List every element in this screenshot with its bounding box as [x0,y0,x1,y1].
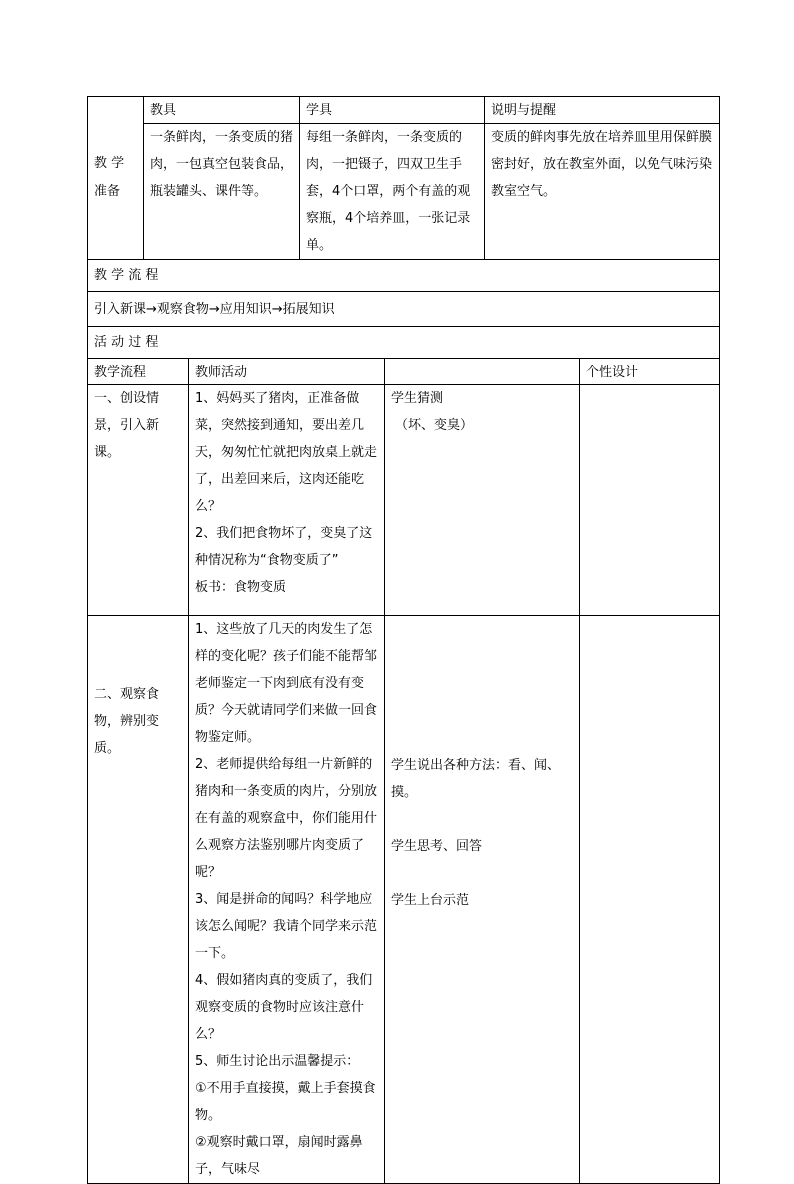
prep-header-notes: 说明与提醒 [485,97,720,124]
step2-student-line: 学生上台示范 [391,893,470,908]
step2-student-cell [385,616,580,1184]
step1-teacher-line: 1、妈妈买了猪肉，正准备做菜，突然接到通知，要出差几天，匆匆忙忙就把肉放桌上就走了，出差回来后，这肉还能吃么？ [195,391,378,514]
prep-header-learning: 学具 [300,97,485,124]
step1-student-cell [385,385,580,616]
step2-teacher-line: 4、假如猪肉真的变质了，我们观察变质的食物时应该注意什么？ [195,973,373,1042]
col-header-design: 个性设计 [580,359,720,385]
prep-row-label: 教 学 准备 [88,97,144,260]
step2-teacher-line: 1、这些放了几天的肉发生了怎样的变化呢？孩子们能不能帮邹老师鉴定一下肉到底有没有变质？今天就请同学们来做一回食物鉴定师。 [195,622,378,745]
step1-teacher-line: 2、我们把食物坏了，变臭了这种情况称为“食物变质了” [195,526,373,568]
step2-flow-cell: 二、观察食物，辨别变质。 [88,616,189,1184]
prep-header-tools: 教具 [144,97,300,124]
step2-student-line: 学生说出各种方法：看、闻、摸。 [391,758,561,800]
step1-student-line: 学生猜测 [391,391,444,406]
lesson-plan-table [87,96,720,1184]
prep-notes-cell: 变质的鲜肉事先放在培养皿里用保鲜膜密封好，放在教室外面，以免气味污染教室空气。 [485,124,720,260]
step1-teacher-cell [189,385,385,616]
step2-teacher-line: 2、老师提供给每组一片新鲜的猪肉和一条变质的肉片，分别放在有盖的观察盒中，你们能用什么观察方法鉴别哪片肉变质了呢？ [195,757,378,880]
col-header-flow: 教学流程 [88,359,189,385]
flow-heading: 教 学 流 程 [88,260,720,292]
process-heading: 活 动 过 程 [88,327,720,359]
prep-learning-cell: 每组一条鲜肉，一条变质的肉，一把镊子，四双卫生手套，4个口罩，两个有盖的观察瓶，4个培养皿，一张记录单。 [300,124,485,260]
step1-flow-cell: 一、创设情景，引入新课。 [88,385,189,616]
col-header-teacher: 教师活动 [189,359,385,385]
step1-design-cell [580,385,720,616]
step2-student-line: 学生思考、回答 [391,839,483,854]
step2-teacher-line: 5、师生讨论出示温馨提示： [195,1054,360,1069]
col-header-student [385,359,580,385]
step2-teacher-line: 3、闻是拼命的闻吗？科学地应该怎么闻呢？我请个同学来示范一下。 [195,892,378,961]
flow-text: 引入新课→观察食物→应用知识→拓展知识 [88,292,720,327]
step2-teacher-cell [189,616,385,1184]
step2-teacher-line: ②观察时戴口罩，扇闻时露鼻子，气味尽 [195,1135,363,1177]
step1-teacher-line: 板书：食物变质 [195,580,287,595]
step2-design-cell [580,616,720,1184]
prep-tools-cell: 一条鲜肉，一条变质的猪肉，一包真空包装食品，瓶装罐头、课件等。 [144,124,300,260]
step2-teacher-line: ①不用手直接摸，戴上手套摸食物。 [195,1081,376,1123]
step1-student-line: （坏、变臭） [395,418,474,433]
